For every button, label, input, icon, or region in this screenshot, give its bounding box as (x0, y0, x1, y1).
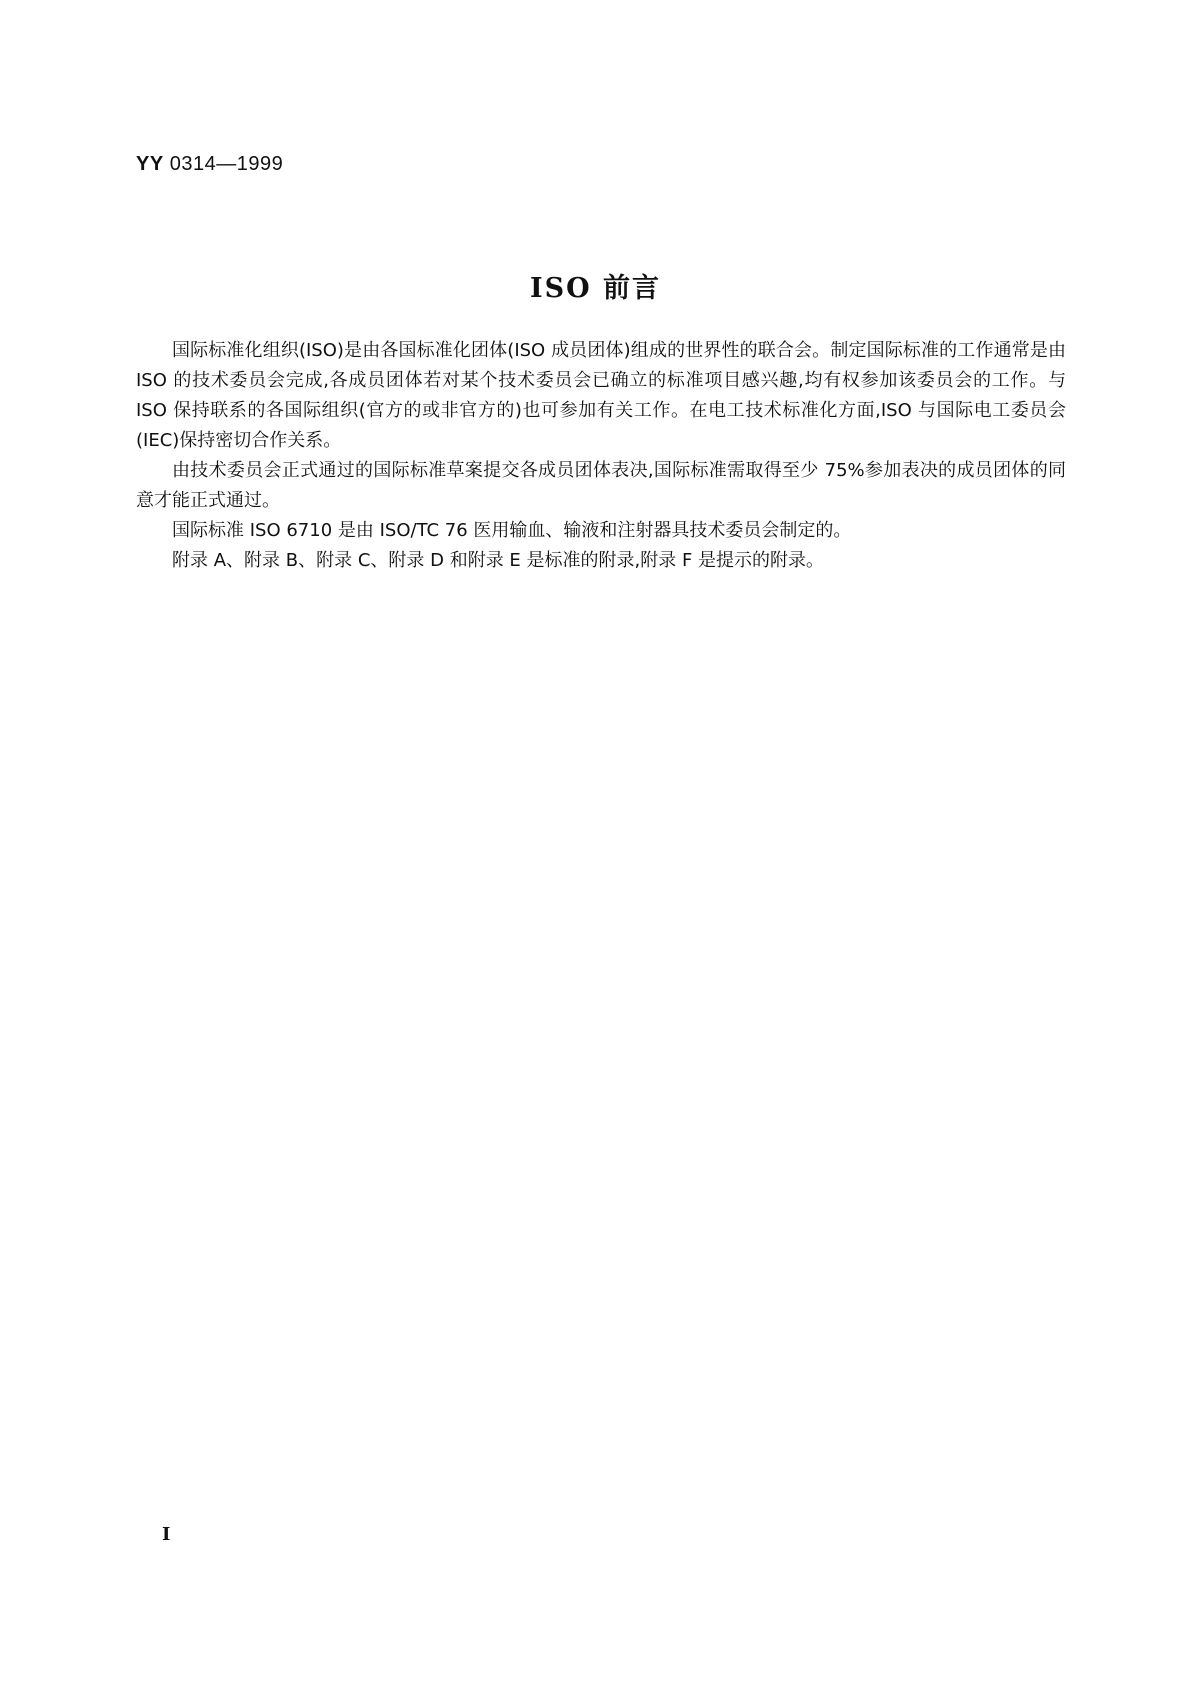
standard-code-prefix: YY (136, 153, 164, 175)
page-title: ISO 前言 (529, 273, 662, 304)
standard-code-header (136, 152, 283, 176)
standard-code-number: 0314—1999 (169, 153, 284, 175)
paragraph-committee: 国际标准 ISO 6710 是由 ISO/TC 76 医用输血、输液和注射器具技术委员会制定的。 (172, 520, 852, 541)
paragraph-voting: 由技术委员会正式通过的国际标准草案提交各成员团体表决,国际标准需取得至少 75%参加表决的成员团体的同意才能正式通过。 (136, 460, 1066, 511)
paragraph-iso-intro: 国际标准化组织(ISO)是由各国标准化团体(ISO 成员团体)组成的世界性的联合会。制定国际标准的工作通常是由 ISO 的技术委员会完成,各成员团体若对某个技术委员会已确立的标准项目感兴趣,均有权参加该委员会的工作。与 ISO 保持联系的各国际组织(官方的或非官方的)也可参加有关工作。在电工技术标准化方面,ISO 与国际电工委员会(IEC)保持密切合作关系。 (136, 340, 1066, 451)
page-number: I (162, 1524, 171, 1545)
paragraph-annexes: 附录 A、附录 B、附录 C、附录 D 和附录 E 是标准的附录,附录 F 是提示的附录。 (172, 550, 825, 571)
foreword-body (136, 336, 1066, 576)
